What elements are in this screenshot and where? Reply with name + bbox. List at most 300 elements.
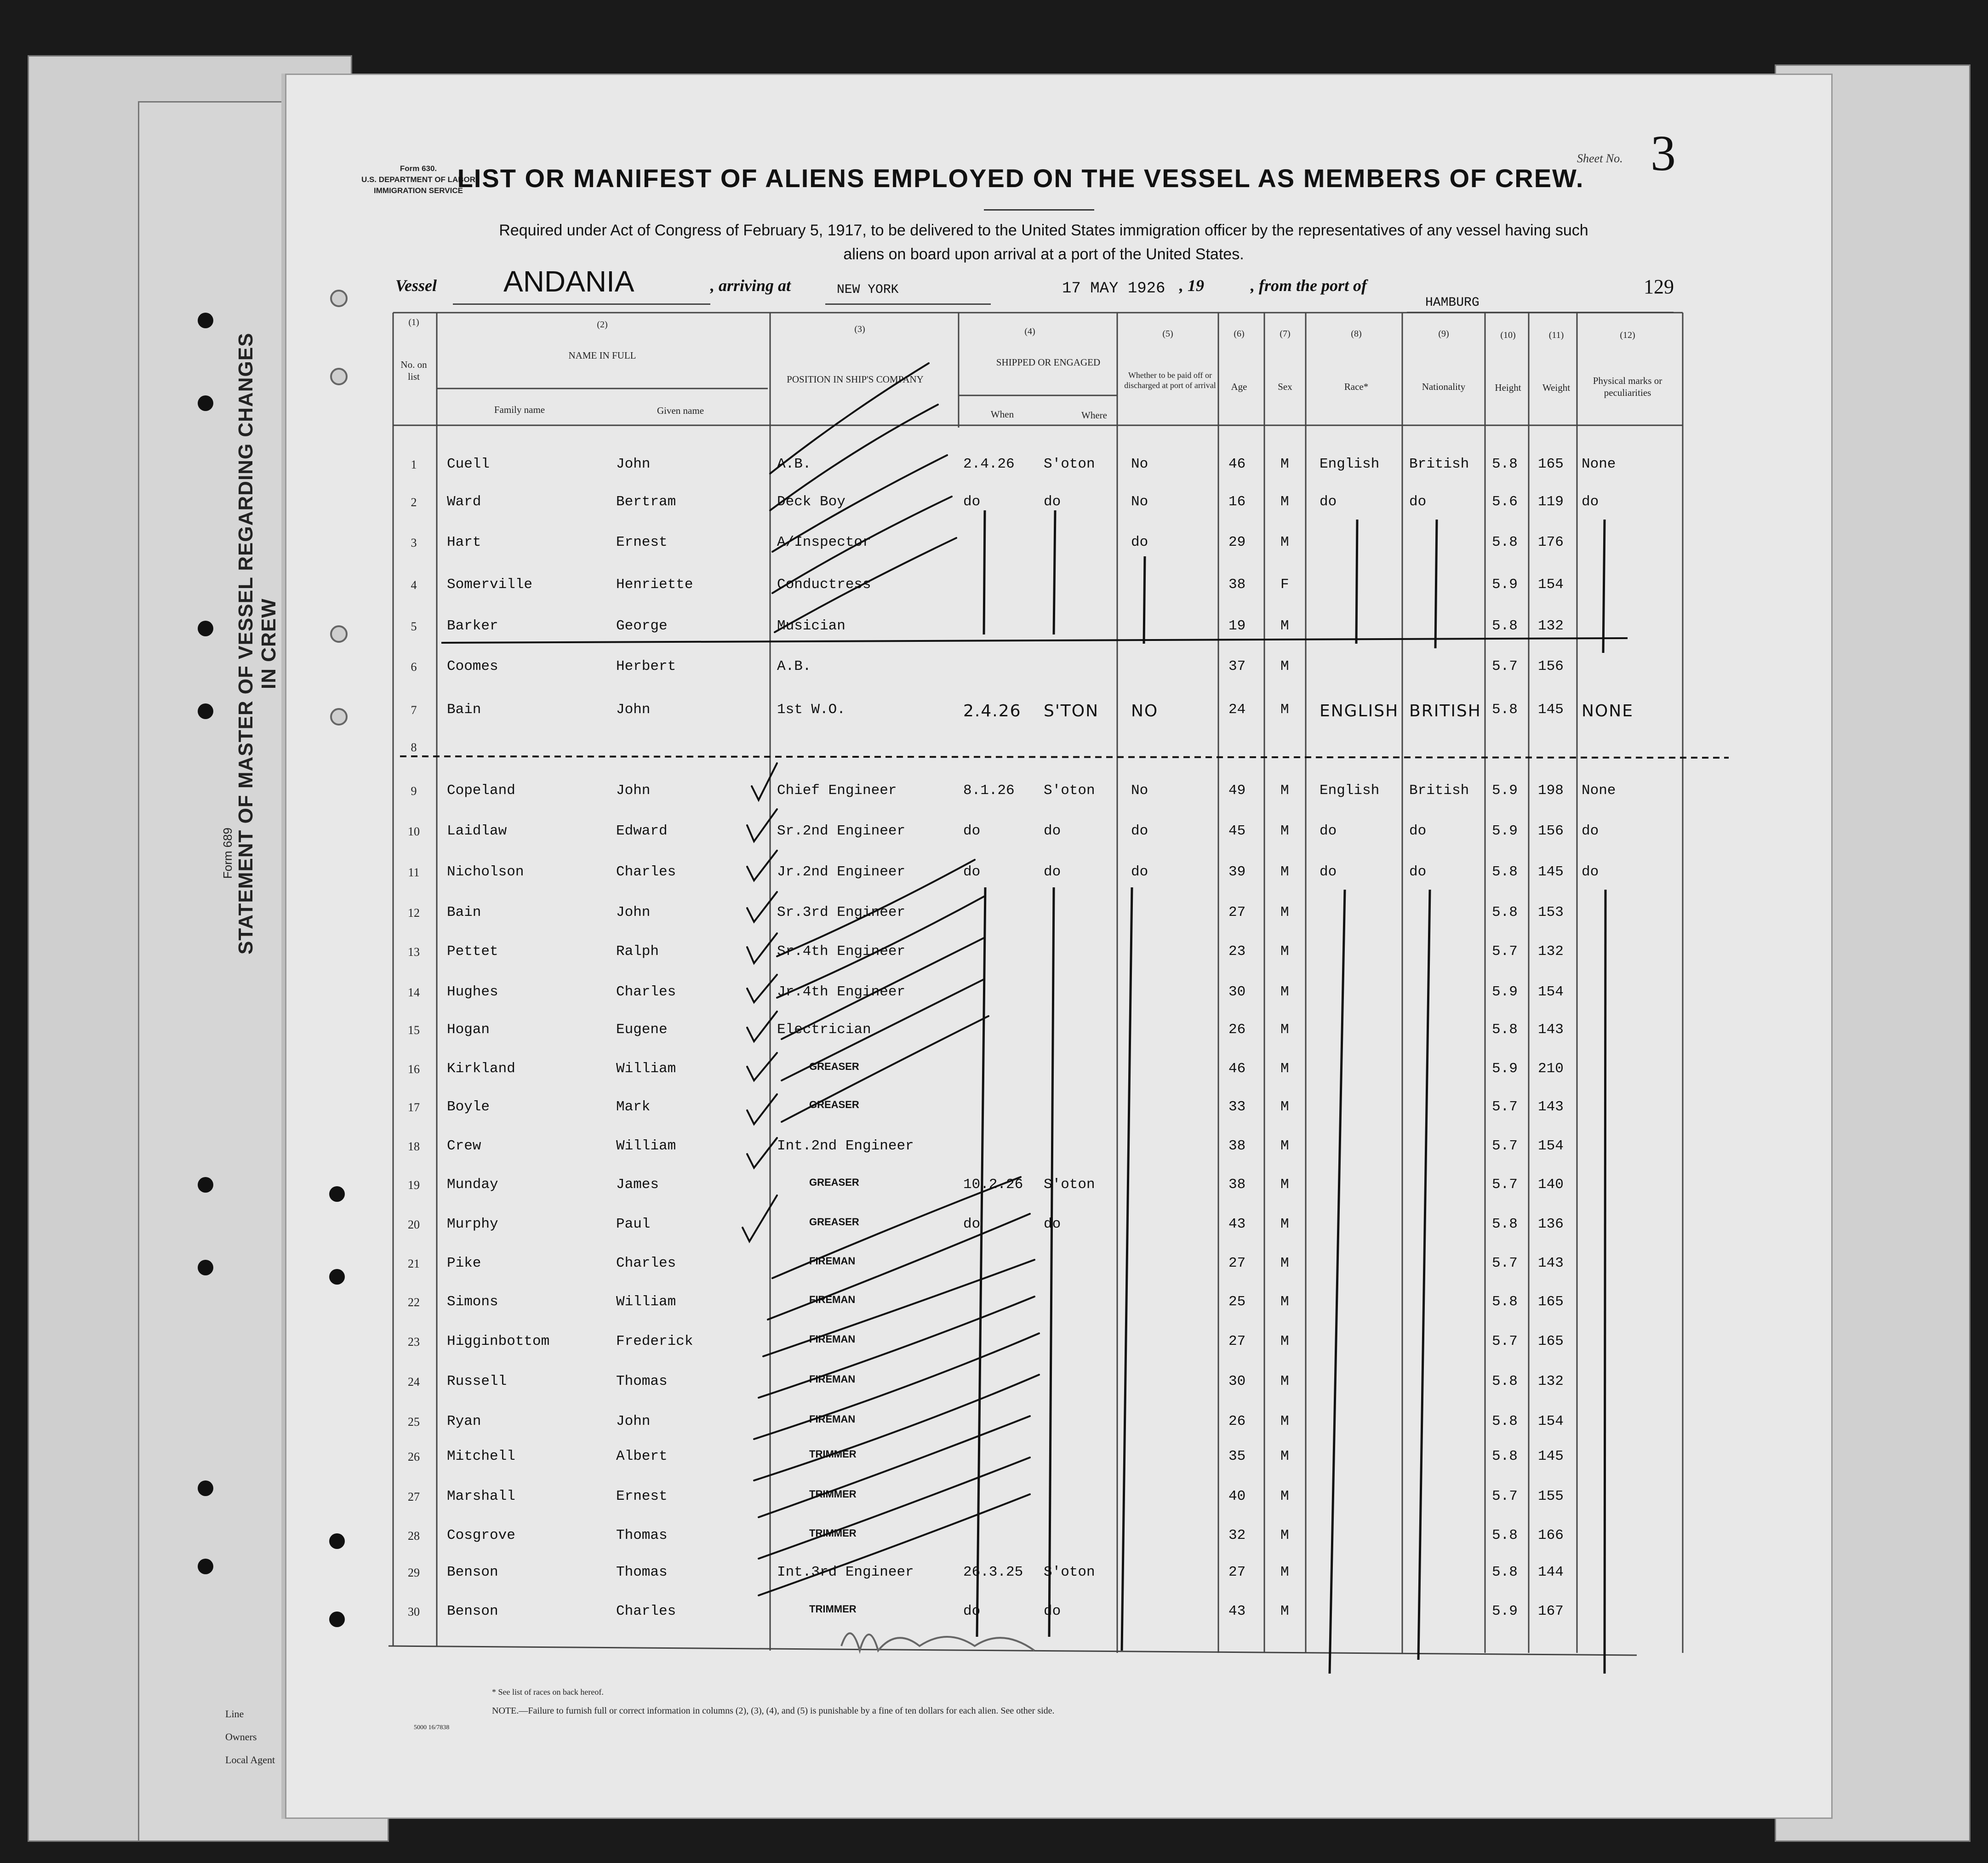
header-no-on-list: No. on list [400, 359, 427, 382]
row-number: 23 [408, 1335, 420, 1349]
col-num-1: (1) [408, 317, 419, 327]
cell-age: 30 [1228, 1373, 1246, 1389]
cell-position: Sr.4th Engineer [777, 943, 906, 960]
fine-note: NOTE.—Failure to furnish full or correct information in columns (2), (3), (4), and (5) is punishable by a fine of ten dollars for each alien. See other side. [492, 1706, 1055, 1716]
cell-position: A.B. [777, 658, 811, 674]
from-port: HAMBURG [1425, 296, 1480, 310]
row-number: 26 [408, 1450, 420, 1463]
row-number: 28 [408, 1529, 420, 1543]
header-shipped-engaged: SHIPPED OR ENGAGED [996, 357, 1101, 368]
arriving-port: NEW YORK [837, 283, 899, 297]
cell-sex: M [1280, 534, 1289, 550]
year-label: , 19 [1179, 276, 1204, 295]
cell-weight: 140 [1538, 1177, 1564, 1193]
cell-age: 25 [1228, 1294, 1246, 1310]
row-number: 29 [408, 1566, 420, 1579]
cell-age: 45 [1228, 823, 1246, 839]
cell-age: 38 [1228, 577, 1246, 593]
cell-height: 5.8 [1492, 456, 1518, 472]
cell-weight: 156 [1538, 658, 1564, 674]
cell-weight: 154 [1538, 984, 1564, 1000]
cell-given-name: Edward [616, 823, 668, 839]
cell-family-name: Russell [447, 1373, 507, 1389]
row-number: 7 [411, 703, 417, 717]
cell-weight: 132 [1538, 1373, 1564, 1389]
cell-nationality: BRITISH [1409, 702, 1481, 720]
cell-age: 27 [1228, 1564, 1246, 1580]
row-number: 22 [408, 1296, 420, 1309]
cell-family-name: Coomes [447, 658, 498, 674]
cell-position: FIREMAN [809, 1255, 856, 1267]
cell-age: 46 [1228, 1061, 1246, 1077]
cell-sex: M [1280, 1061, 1289, 1077]
cell-physical-marks: do [1582, 494, 1599, 510]
cell-shipped-where: S'TON [1044, 702, 1099, 720]
cell-position: GREASER [809, 1061, 859, 1072]
cell-age: 24 [1228, 702, 1246, 718]
row-number: 3 [411, 536, 417, 549]
cell-age: 39 [1228, 864, 1246, 880]
col-num-11: (11) [1548, 330, 1564, 340]
side-form-number: Form 689 [221, 828, 234, 879]
cell-sex: M [1280, 658, 1289, 674]
row-number: 21 [408, 1257, 420, 1270]
cell-height: 5.8 [1492, 1373, 1518, 1389]
cell-age: 43 [1228, 1216, 1246, 1232]
header-given-name: Given name [657, 405, 704, 416]
arriving-underline [825, 303, 991, 305]
cell-weight: 145 [1538, 1448, 1564, 1464]
cell-given-name: John [616, 783, 651, 799]
form-service: IMMIGRATION SERVICE [374, 186, 463, 195]
cell-weight: 155 [1538, 1488, 1564, 1504]
sheet-number-label: Sheet No. [1577, 152, 1623, 165]
binder-hole [330, 708, 348, 726]
cell-paid-off: No [1131, 494, 1148, 510]
row-number: 14 [408, 986, 420, 999]
header-name-in-full: NAME IN FULL [568, 350, 636, 361]
cell-family-name: Somerville [447, 577, 533, 593]
cell-family-name: Cuell [447, 456, 490, 472]
binder-hole [329, 1186, 345, 1202]
left-label-line: Line [225, 1708, 244, 1720]
cell-position: Deck Boy [777, 494, 845, 510]
row-number: 5 [411, 620, 417, 633]
cell-given-name: William [616, 1294, 676, 1310]
binder-hole [198, 1260, 213, 1275]
cell-height: 5.7 [1492, 1255, 1518, 1271]
cell-given-name: William [616, 1138, 676, 1154]
cell-paid-off: NO [1131, 702, 1159, 720]
cell-weight: 154 [1538, 1138, 1564, 1154]
cell-height: 5.8 [1492, 702, 1518, 718]
cell-weight: 166 [1538, 1527, 1564, 1543]
cell-weight: 132 [1538, 943, 1564, 960]
cell-sex: M [1280, 1413, 1289, 1429]
cell-height: 5.8 [1492, 1564, 1518, 1580]
cell-weight: 198 [1538, 783, 1564, 799]
cell-family-name: Ryan [447, 1413, 481, 1429]
cell-shipped-where: do [1044, 1216, 1061, 1232]
cell-height: 5.8 [1492, 1527, 1518, 1543]
cell-age: 26 [1228, 1413, 1246, 1429]
cell-position: Sr.3rd Engineer [777, 904, 906, 920]
col-num-2: (2) [597, 320, 608, 330]
cell-sex: M [1280, 1373, 1289, 1389]
cell-position: Jr.2nd Engineer [777, 864, 906, 880]
cell-family-name: Benson [447, 1564, 498, 1580]
cell-given-name: Henriette [616, 577, 693, 593]
from-underline [1407, 312, 1674, 313]
form-department: U.S. DEPARTMENT OF LABOR [361, 175, 476, 184]
side-statement-title: STATEMENT OF MASTER OF VESSEL REGARDING CHANGES IN CREW [234, 332, 280, 955]
cell-race: do [1320, 864, 1337, 880]
col-num-3: (3) [854, 324, 865, 334]
cell-family-name: Higginbottom [447, 1333, 550, 1349]
cell-age: 49 [1228, 783, 1246, 799]
cell-family-name: Munday [447, 1177, 498, 1193]
row-number: 8 [411, 741, 417, 754]
cell-sex: M [1280, 1022, 1289, 1038]
cell-given-name: Ernest [616, 1488, 668, 1504]
cell-height: 5.7 [1492, 1488, 1518, 1504]
cell-height: 5.9 [1492, 823, 1518, 839]
cell-weight: 165 [1538, 1294, 1564, 1310]
cell-height: 5.8 [1492, 1448, 1518, 1464]
cell-sex: M [1280, 1138, 1289, 1154]
cell-given-name: John [616, 904, 651, 920]
row-number: 24 [408, 1375, 420, 1389]
cell-weight: 210 [1538, 1061, 1564, 1077]
cell-position: FIREMAN [809, 1333, 856, 1345]
arriving-label: , arriving at [710, 276, 791, 295]
cell-given-name: John [616, 456, 651, 472]
cell-height: 5.9 [1492, 1061, 1518, 1077]
cell-shipped-when: 2.4.26 [963, 702, 1022, 720]
row-number: 11 [408, 866, 420, 879]
cell-family-name: Copeland [447, 783, 515, 799]
cell-height: 5.8 [1492, 904, 1518, 920]
cell-age: 38 [1228, 1177, 1246, 1193]
cell-sex: M [1280, 943, 1289, 960]
cell-age: 19 [1228, 618, 1246, 634]
cell-age: 27 [1228, 904, 1246, 920]
header-position: POSITION IN SHIP'S COMPANY [787, 374, 924, 385]
cell-height: 5.9 [1492, 984, 1518, 1000]
cell-race: English [1320, 783, 1380, 799]
row-number: 25 [408, 1415, 420, 1429]
document-title: LIST OR MANIFEST OF ALIENS EMPLOYED ON THE VESSEL AS MEMBERS OF CREW. [457, 164, 1584, 193]
binder-hole [198, 621, 213, 636]
cell-given-name: Thomas [616, 1527, 668, 1543]
cell-position: FIREMAN [809, 1294, 856, 1305]
cell-given-name: Charles [616, 1603, 676, 1619]
cell-given-name: Thomas [616, 1373, 668, 1389]
cell-age: 27 [1228, 1255, 1246, 1271]
cell-given-name: Paul [616, 1216, 651, 1232]
cell-position: FIREMAN [809, 1373, 856, 1385]
cell-age: 35 [1228, 1448, 1246, 1464]
cell-height: 5.7 [1492, 658, 1518, 674]
row-number: 18 [408, 1140, 420, 1153]
cell-race: do [1320, 823, 1337, 839]
cell-weight: 143 [1538, 1255, 1564, 1271]
cell-paid-off: No [1131, 783, 1148, 799]
binder-hole [198, 1177, 213, 1193]
form-number: Form 630. [400, 164, 437, 173]
cell-height: 5.8 [1492, 1022, 1518, 1038]
cell-height: 5.9 [1492, 577, 1518, 593]
subtitle-line: Required under Act of Congress of February 5, 1917, to be delivered to the United States immigration officer by the representatives of any vessel having such [499, 222, 1588, 239]
col-num-7: (7) [1280, 329, 1291, 339]
cell-position: Int.2nd Engineer [777, 1138, 914, 1154]
cell-shipped-when: do [963, 823, 981, 839]
row-number: 15 [408, 1023, 420, 1037]
cell-position: Int.3rd Engineer [777, 1564, 914, 1580]
cell-shipped-when: do [963, 1216, 981, 1232]
cell-age: 29 [1228, 534, 1246, 550]
cell-position: Chief Engineer [777, 783, 897, 799]
col-num-10: (10) [1500, 330, 1516, 340]
binder-hole [198, 703, 213, 719]
cell-sex: F [1280, 577, 1289, 593]
binder-hole [330, 290, 348, 307]
cell-given-name: Albert [616, 1448, 668, 1464]
cell-position: TRIMMER [809, 1448, 857, 1460]
cell-sex: M [1280, 1216, 1289, 1232]
cell-shipped-when: do [963, 864, 981, 880]
col-num-8: (8) [1351, 329, 1362, 339]
cell-sex: M [1280, 1527, 1289, 1543]
row-number: 12 [408, 906, 420, 920]
row-number: 9 [411, 784, 417, 798]
cell-position: A/Inspector [777, 534, 871, 550]
cell-weight: 136 [1538, 1216, 1564, 1232]
cell-height: 5.8 [1492, 1216, 1518, 1232]
cell-given-name: Thomas [616, 1564, 668, 1580]
cell-shipped-when: do [963, 1603, 981, 1619]
row-number: 13 [408, 945, 420, 959]
cell-nationality: do [1409, 864, 1427, 880]
cell-age: 16 [1228, 494, 1246, 510]
col-num-6: (6) [1234, 329, 1245, 339]
cell-family-name: Ward [447, 494, 481, 510]
cell-nationality: do [1409, 823, 1427, 839]
vessel-number: 129 [1644, 275, 1674, 298]
cell-family-name: Simons [447, 1294, 498, 1310]
cell-height: 5.8 [1492, 864, 1518, 880]
col-num-9: (9) [1438, 329, 1449, 339]
cell-family-name: Pike [447, 1255, 481, 1271]
cell-race: ENGLISH [1320, 702, 1399, 720]
vessel-label: Vessel [395, 276, 437, 295]
cell-sex: M [1280, 1255, 1289, 1271]
cell-shipped-where: do [1044, 494, 1061, 510]
row-number: 6 [411, 660, 417, 674]
cell-position: Electrician [777, 1022, 871, 1038]
binder-hole [198, 1480, 213, 1496]
cell-sex: M [1280, 823, 1289, 839]
cell-physical-marks: None [1582, 783, 1616, 799]
cell-shipped-where: S'oton [1044, 1564, 1095, 1580]
cell-age: 30 [1228, 984, 1246, 1000]
binder-hole [329, 1533, 345, 1549]
cell-weight: 156 [1538, 823, 1564, 839]
vessel-name: ANDANIA [503, 265, 634, 298]
cell-paid-off: do [1131, 864, 1148, 880]
header-age: Age [1231, 381, 1247, 392]
cell-given-name: Mark [616, 1099, 651, 1115]
cell-age: 38 [1228, 1138, 1246, 1154]
cell-position: Conductress [777, 577, 871, 593]
cell-physical-marks: None [1582, 456, 1616, 472]
cell-sex: M [1280, 1564, 1289, 1580]
cell-family-name: Bain [447, 904, 481, 920]
cell-position: GREASER [809, 1099, 859, 1110]
cell-weight: 143 [1538, 1022, 1564, 1038]
cell-given-name: Eugene [616, 1022, 668, 1038]
cell-height: 5.8 [1492, 534, 1518, 550]
binder-hole [329, 1269, 345, 1285]
cell-race: do [1320, 494, 1337, 510]
cell-physical-marks: do [1582, 823, 1599, 839]
cell-age: 37 [1228, 658, 1246, 674]
cell-given-name: Frederick [616, 1333, 693, 1349]
cell-sex: M [1280, 1488, 1289, 1504]
cell-shipped-when: 8.1.26 [963, 783, 1015, 799]
row-number: 16 [408, 1063, 420, 1076]
cell-height: 5.8 [1492, 1294, 1518, 1310]
cell-given-name: Bertram [616, 494, 676, 510]
cell-family-name: Nicholson [447, 864, 524, 880]
cell-shipped-where: do [1044, 823, 1061, 839]
cell-sex: M [1280, 618, 1289, 634]
cell-family-name: Barker [447, 618, 498, 634]
cell-sex: M [1280, 1603, 1289, 1619]
cell-position: Sr.2nd Engineer [777, 823, 906, 839]
cell-age: 43 [1228, 1603, 1246, 1619]
cell-position: 1st W.O. [777, 702, 845, 718]
col-num-12: (12) [1620, 330, 1635, 340]
cell-sex: M [1280, 702, 1289, 718]
cell-nationality: British [1409, 456, 1469, 472]
cell-given-name: Herbert [616, 658, 676, 674]
header-family-name: Family name [494, 404, 545, 415]
arrival-date: 17 MAY 1926 [1062, 280, 1165, 297]
cell-family-name: Kirkland [447, 1061, 515, 1077]
cell-physical-marks: do [1582, 864, 1599, 880]
cell-given-name: George [616, 618, 668, 634]
cell-sex: M [1280, 1099, 1289, 1115]
subtitle-line: aliens on board upon arrival at a port of the United States. [843, 246, 1244, 263]
cell-sex: M [1280, 1177, 1289, 1193]
row-number: 30 [408, 1605, 420, 1618]
cell-weight: 143 [1538, 1099, 1564, 1115]
cell-sex: M [1280, 864, 1289, 880]
cell-height: 5.7 [1492, 1333, 1518, 1349]
cell-family-name: Pettet [447, 943, 498, 960]
header-where: Where [1081, 410, 1107, 421]
sheet-number-value: 3 [1651, 125, 1676, 181]
binder-hole [329, 1612, 345, 1627]
row-number: 1 [411, 458, 417, 471]
cell-position: FIREMAN [809, 1413, 856, 1425]
cell-position: GREASER [809, 1177, 859, 1188]
header-paid-off: Whether to be paid off or discharged at port of arrival [1124, 371, 1216, 390]
cell-height: 5.9 [1492, 783, 1518, 799]
cell-height: 5.7 [1492, 1138, 1518, 1154]
row-number: 19 [408, 1178, 420, 1192]
row-number: 10 [408, 825, 420, 838]
cell-family-name: Marshall [447, 1488, 515, 1504]
header-when: When [990, 409, 1014, 420]
cell-given-name: James [616, 1177, 659, 1193]
cell-weight: 153 [1538, 904, 1564, 920]
cell-height: 5.7 [1492, 1099, 1518, 1115]
cell-height: 5.9 [1492, 1603, 1518, 1619]
row-number: 27 [408, 1490, 420, 1503]
row-number: 2 [411, 496, 417, 509]
cell-position: TRIMMER [809, 1527, 857, 1539]
cell-sex: M [1280, 1448, 1289, 1464]
col-num-5: (5) [1162, 329, 1173, 339]
cell-paid-off: do [1131, 534, 1148, 550]
cell-height: 5.7 [1492, 943, 1518, 960]
cell-weight: 176 [1538, 534, 1564, 550]
race-footnote: * See list of races on back hereof. [492, 1687, 604, 1697]
cell-family-name: Laidlaw [447, 823, 507, 839]
cell-family-name: Crew [447, 1138, 481, 1154]
left-label-owners: Owners [225, 1731, 257, 1743]
title-rule [984, 209, 1094, 211]
header-height: Height [1495, 382, 1521, 393]
header-physical-marks: Physical marks or peculiarities [1593, 375, 1662, 398]
cell-family-name: Boyle [447, 1099, 490, 1115]
cell-weight: 145 [1538, 702, 1564, 718]
cell-weight: 145 [1538, 864, 1564, 880]
cell-given-name: John [616, 702, 651, 718]
left-label-local-agent: Local Agent [225, 1754, 275, 1766]
cell-weight: 165 [1538, 1333, 1564, 1349]
cell-paid-off: No [1131, 456, 1148, 472]
cell-given-name: Ralph [616, 943, 659, 960]
binder-hole [330, 625, 348, 643]
cell-family-name: Hogan [447, 1022, 490, 1038]
cell-position: Musician [777, 618, 845, 634]
cell-sex: M [1280, 904, 1289, 920]
row-number: 4 [411, 578, 417, 592]
cell-height: 5.7 [1492, 1177, 1518, 1193]
from-port-label: , from the port of [1251, 276, 1367, 295]
cell-sex: M [1280, 494, 1289, 510]
cell-family-name: Cosgrove [447, 1527, 515, 1543]
cell-shipped-when: 2.4.26 [963, 456, 1015, 472]
cell-sex: M [1280, 456, 1289, 472]
cell-sex: M [1280, 1294, 1289, 1310]
cell-race: English [1320, 456, 1380, 472]
cell-weight: 132 [1538, 618, 1564, 634]
cell-sex: M [1280, 783, 1289, 799]
cell-shipped-where: S'oton [1044, 1177, 1095, 1193]
cell-shipped-when: 26.3.25 [963, 1564, 1023, 1580]
cell-shipped-where: do [1044, 864, 1061, 880]
cell-given-name: John [616, 1413, 651, 1429]
cell-family-name: Murphy [447, 1216, 498, 1232]
cell-given-name: William [616, 1061, 676, 1077]
cell-weight: 165 [1538, 456, 1564, 472]
document-subtitle [395, 218, 1692, 266]
cell-shipped-when: 10.2.26 [963, 1177, 1023, 1193]
